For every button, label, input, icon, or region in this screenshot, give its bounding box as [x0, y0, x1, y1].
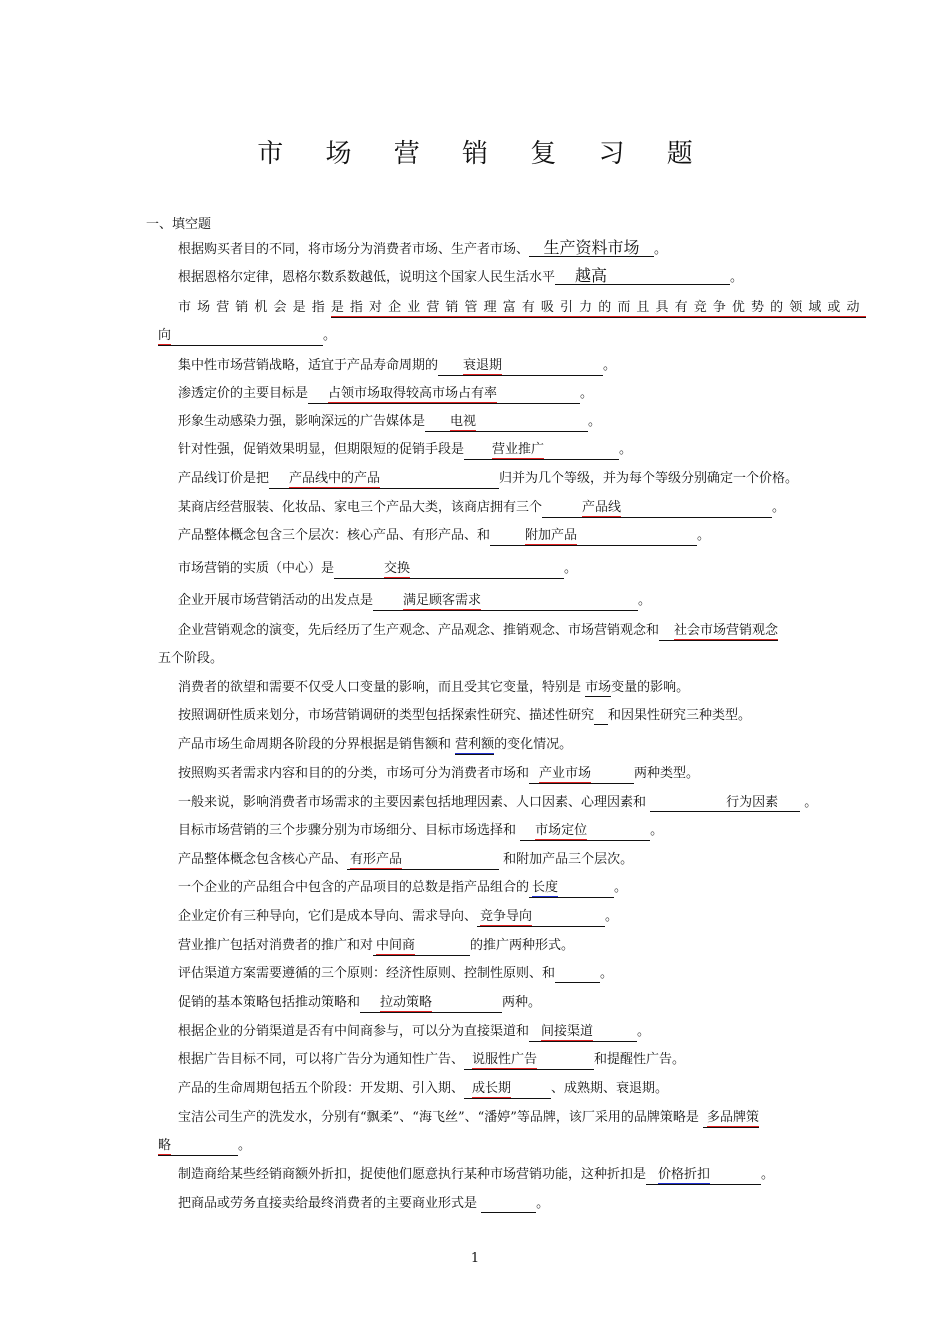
answer-blank [555, 966, 600, 983]
question-line: 市场营销机会是指是指对企业营销管理富有吸引力的而且具有竞争优势的领域或动 [178, 300, 863, 318]
question-line: 一个企业的产品组合中包含的产品项目的总数是指产品组合的 长度 。 [178, 880, 863, 898]
answer-blank: 成长期 [464, 1081, 551, 1099]
answer-blank: 间接渠道 [529, 1024, 637, 1042]
answer-blank: 生产资料市场 [529, 240, 654, 257]
answer-blank: 略 [158, 1138, 238, 1156]
question-line: 促销的基本策略包括推动策略和 拉动策略 两种。 [178, 995, 863, 1013]
question-line: 产品的生命周期包括五个阶段：开发期、引入期、 成长期 、成熟期、衰退期。 [178, 1081, 863, 1099]
question-line: 企业营销观念的演变，先后经历了生产观念、产品观念、推销观念、市场营销观念和 社会市场营销观念 [178, 623, 863, 641]
question-line: 产品整体概念包含核心产品、 有形产品 和附加产品三个层次。 [178, 852, 863, 870]
answer-blank [481, 1196, 536, 1213]
question-line: 按照购买者需求内容和目的的分类，市场可分为消费者市场和 产业市场 两种类型。 [178, 766, 863, 784]
answer-blank: 多品牌策 [703, 1110, 759, 1128]
answer-blank: 价格折扣 [646, 1167, 761, 1185]
question-line: 根据购买者目的不同，将市场分为消费者市场、生产者市场、 生产资料市场 。 [178, 238, 668, 257]
question-line: 根据企业的分销渠道是否有中间商参与，可以分为直接渠道和 间接渠道 。 [178, 1024, 863, 1042]
question-line: 产品整体概念包含三个层次：核心产品、有形产品、和 附加产品 。 [178, 528, 863, 546]
answer-blank: 市场定位 [520, 823, 650, 841]
answer-blank: 占领市场取得较高市场占有率 [308, 386, 580, 404]
question-line: 针对性强，促销效果明显，但期限短的促销手段是 营业推广 。 [178, 442, 863, 460]
answer-blank: 衰退期 [438, 358, 603, 376]
answer-blank: 产业市场 [529, 766, 634, 784]
page-title: 市 场 营 销 复 习 题 [257, 139, 710, 169]
question-line: 市场营销的实质（中心）是 交换 。 [178, 561, 863, 579]
answer-blank: 长度 [529, 880, 614, 898]
answer-blank: 产品线中的产品 [269, 471, 499, 489]
question-line: 集中性市场营销战略，适宜于产品寿命周期的 衰退期 。 [178, 358, 863, 376]
answer-blank: 电视 [425, 414, 588, 432]
question-line-continued: 五个阶段。 [158, 651, 224, 666]
question-line: 某商店经营服装、化妆品、家电三个产品大类，该商店拥有三个 产品线 。 [178, 500, 863, 518]
answer-blank: 市场 [585, 680, 612, 695]
answer-blank: 越高 [555, 268, 730, 285]
answer-blank: 营业推广 [464, 442, 619, 460]
question-line: 产品市场生命周期各阶段的分界根据是销售额和 营利额的变化情况。 [178, 737, 863, 755]
answer-blank: 产品线 [542, 500, 772, 518]
question-line: 目标市场营销的三个步骤分别为市场细分、目标市场选择和 市场定位 。 [178, 823, 863, 841]
answer-blank: 交换 [334, 561, 564, 579]
answer-blank: 是指对企业营销管理富有吸引力的而且具有竞争优势的领域或动 [331, 300, 866, 318]
question-line-continued: 向 。 [158, 328, 843, 346]
question-line: 产品线订价是把 产品线中的产品 归并为几个等级，并为每个等级分别确定一个价格。 [178, 471, 863, 489]
question-line: 渗透定价的主要目标是 占领市场取得较高市场占有率 。 [178, 386, 863, 404]
answer-blank: 社会市场营销观念 [659, 623, 778, 641]
question-line: 根据广告目标不同，可以将广告分为通知性广告、 说服性广告 和提醒性广告。 [178, 1052, 863, 1070]
answer-blank: 有形产品 [347, 852, 499, 870]
question-line-continued: 略 。 [158, 1138, 843, 1156]
answer-blank: 竞争导向 [477, 909, 605, 927]
answer-blank: 营利额 [455, 737, 494, 755]
question-line: 制造商给某些经销商额外折扣，捉使他们愿意执行某种市场营销功能，这种折扣是 价格折扣 。 [178, 1167, 863, 1185]
question-line: 形象生动感染力强，影响深远的广告媒体是 电视 。 [178, 414, 863, 432]
answer-blank: 向 [158, 328, 323, 346]
answer-blank: 中间商 [373, 938, 470, 956]
question-line: 企业开展市场营销活动的出发点是 满足顾客需求 。 [178, 593, 863, 611]
question-line: 企业定价有三种导向，它们是成本导向、需求导向、 竞争导向 。 [178, 909, 863, 927]
answer-blank: 行为因素 [650, 795, 800, 812]
section-heading: 一、填空题 [146, 217, 212, 232]
question-line: 一般来说，影响消费者市场需求的主要因素包括地理因素、人口因素、心理因素和 行为因素 。 [178, 795, 818, 810]
question-line: 消费者的欲望和需要不仅受人口变量的影响，而且受其它变量，特别是 市场变量的影响。 [178, 680, 690, 695]
page-number: 1 [470, 1251, 480, 1266]
question-line: 评估渠道方案需要遵循的三个原则：经济性原则、控制性原则、和 。 [178, 966, 614, 981]
answer-blank: 说服性广告 [464, 1052, 594, 1070]
question-line: 宝洁公司生产的洗发水，分别有“飘柔”、“海飞丝”、“潘婷”等品牌，该厂采用的品牌策略是 多品牌策 [178, 1110, 863, 1128]
answer-blank: 满足顾客需求 [373, 593, 638, 611]
question-line: 按照调研性质来划分，市场营销调研的类型包括探索性研究、描述性研究 和因果性研究三种类型。 [178, 708, 752, 723]
question-line: 根据恩格尔定律，恩格尔数系数越低，说明这个国家人民生活水平 越高 。 [178, 266, 744, 285]
answer-blank: 附加产品 [490, 528, 697, 546]
answer-blank [594, 708, 608, 725]
answer-blank: 拉动策略 [360, 995, 502, 1013]
question-line: 营业推广包括对消费者的推广和对 中间商 的推广两种形式。 [178, 938, 863, 956]
question-line: 把商品或劳务直接卖给最终消费者的主要商业形式是 。 [178, 1196, 550, 1211]
